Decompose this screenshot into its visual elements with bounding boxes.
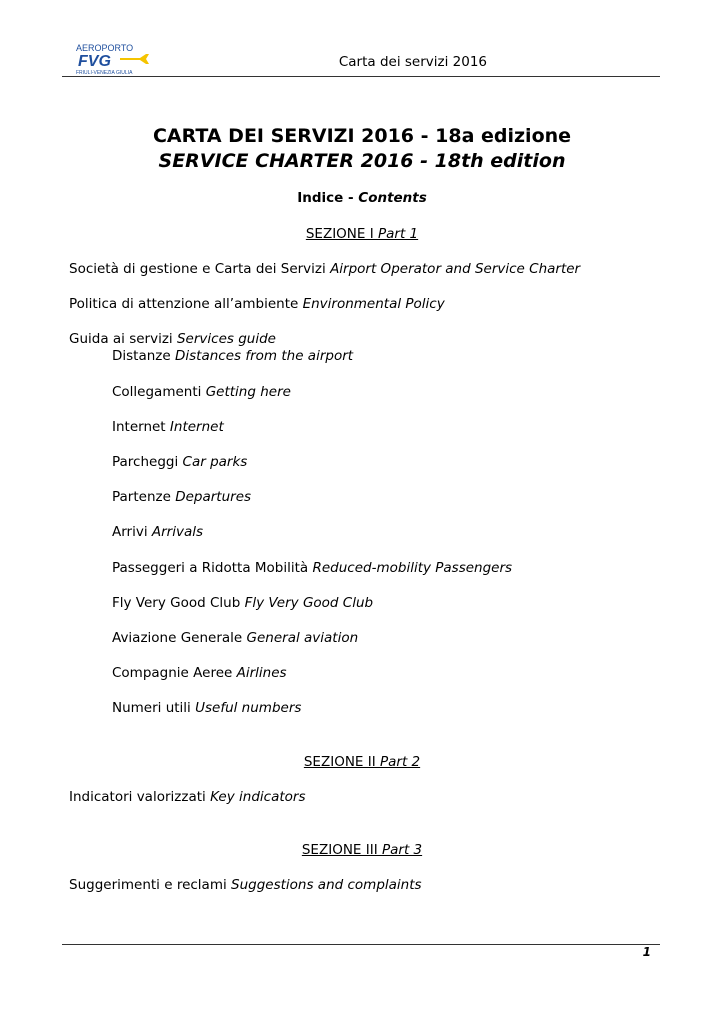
toc-subentry [112,630,358,646]
toc-entry-italian: Suggerimenti e reclami [69,877,232,893]
toc-subentry-italian: Collegamenti [112,384,206,400]
logo-brand: FVG [78,53,111,70]
logo-line1: AEROPORTO [76,43,134,53]
toc-subentry-italian: Partenze [112,489,176,505]
toc-subentry-english: Distances from the airport [175,348,354,364]
header-title: Carta dei servizi 2016 [338,54,487,70]
toc-entry-italian: Indicatori valorizzati [69,789,211,805]
toc-subentry-italian: Distanze [112,348,175,364]
section-1-heading [0,226,724,242]
toc-entry-italian: Guida ai servizi [69,331,177,347]
section-3-heading [0,842,724,858]
header-divider [62,76,660,77]
toc-subentry [112,560,512,576]
page-number: 1 [642,945,651,959]
section-3-label: SEZIONE III [301,842,382,858]
toc-subentry-italian: Passeggeri a Ridotta Mobilità [112,560,313,576]
toc-subentry-italian: Arrivi [112,524,152,540]
toc-subentry-italian: Aviazione Generale [112,630,247,646]
toc-subentry-english: Departures [175,489,252,505]
document-title-english: SERVICE CHARTER 2016 - 18th edition [158,150,566,172]
toc-subentry [112,454,247,470]
logo-line2: FRIULI-VENEZIA GIULIA [76,70,133,76]
document-title-italian: CARTA DEI SERVIZI 2016 - 18a edizione [152,125,572,147]
toc-subentry [112,524,203,540]
toc-subentry-italian: Internet [112,419,170,435]
section-1-label-english: Part 1 [378,226,419,242]
section-2-label-english: Part 2 [380,754,421,770]
contents-heading-italian: Indice - [297,190,359,206]
toc-subentry-italian: Numeri utili [112,700,196,716]
toc-subentry [112,348,353,364]
toc-subentry-english: General aviation [246,630,359,646]
toc-subentry-english: Getting here [205,384,291,400]
toc-subentry [112,489,251,505]
toc-entry [69,296,445,312]
airport-logo [76,42,152,76]
toc-subentry [112,384,291,400]
toc-entry-english: Suggestions and complaints [231,877,422,893]
toc-entry-english: Environmental Policy [302,296,445,312]
toc-entry-english: Airport Operator and Service Charter [330,261,581,277]
section-2-heading [0,754,724,770]
plane-icon [120,54,149,64]
toc-entry-italian: Politica di attenzione all’ambiente [69,296,303,312]
toc-entry [69,261,580,277]
section-2-label: SEZIONE II [303,754,380,770]
toc-subentry-english: Car parks [182,454,248,470]
toc-entry [69,877,422,893]
section-1-label: SEZIONE I [305,226,378,242]
toc-entry-english: Services guide [176,331,276,347]
toc-subentry-italian: Fly Very Good Club [112,595,245,611]
contents-heading-english: Contents [358,190,427,206]
toc-subentry-english: Arrivals [151,524,204,540]
toc-subentry-english: Internet [169,419,224,435]
contents-heading [0,190,724,206]
toc-subentry-italian: Compagnie Aeree [112,665,237,681]
toc-entry [69,789,305,805]
toc-entry-italian: Società di gestione e Carta dei Servizi [69,261,331,277]
toc-subentry-english: Reduced-mobility Passengers [312,560,513,576]
toc-entry-english: Key indicators [210,789,306,805]
toc-subentry-english: Airlines [236,665,287,681]
toc-subentry [112,595,373,611]
toc-subentry-english: Useful numbers [195,700,302,716]
footer-divider [62,944,660,945]
section-3-label-english: Part 3 [381,842,423,858]
toc-entry [69,331,276,347]
toc-subentry-english: Fly Very Good Club [244,595,374,611]
toc-subentry [112,419,224,435]
toc-subentry [112,665,287,681]
toc-subentry [112,700,301,716]
toc-subentry-italian: Parcheggi [112,454,183,470]
